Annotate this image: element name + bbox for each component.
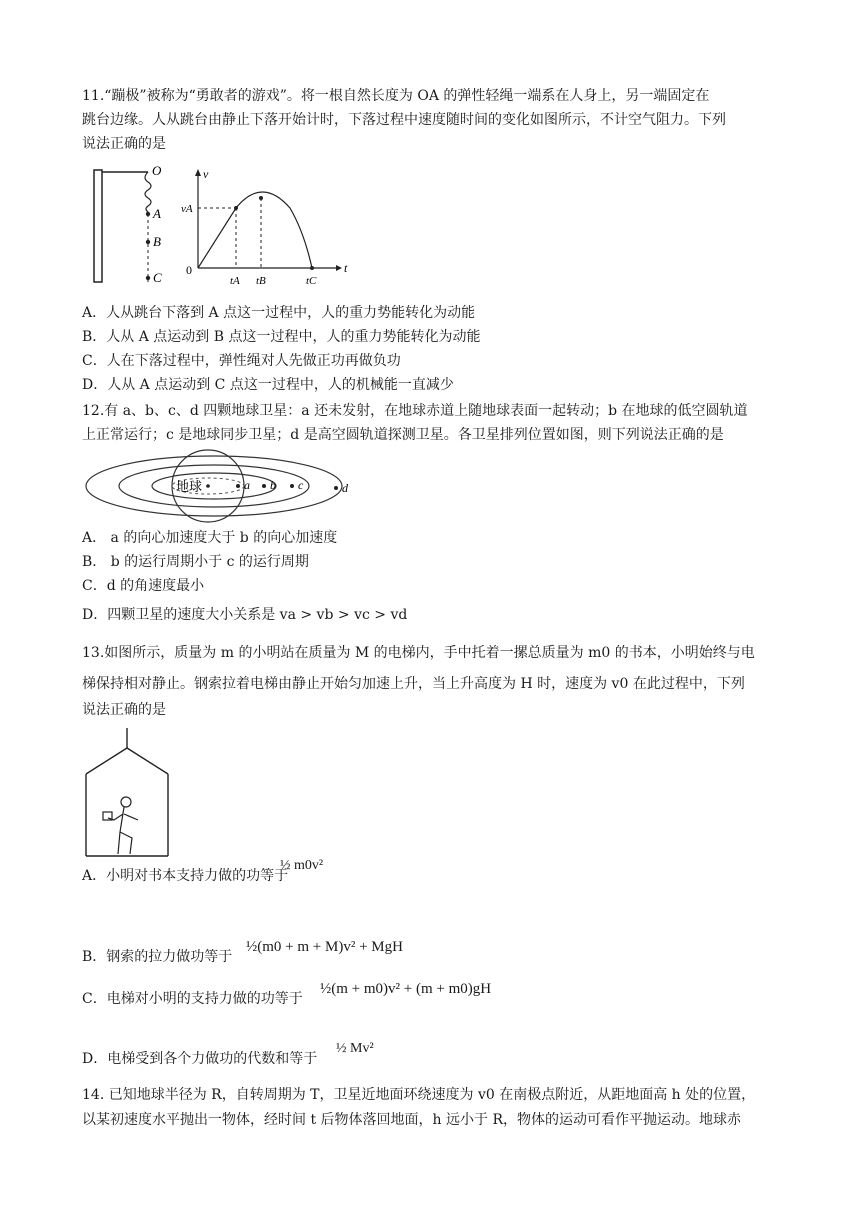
- q11-stem-line3: 说法正确的是: [82, 136, 166, 152]
- point-peak: [259, 196, 263, 200]
- q13-stem-line2: 梯保持相对静止。钢索拉着电梯由静止开始匀加速上升，当上升高度为 H 时，速度为 v0 在此过程中，下列: [82, 676, 745, 692]
- elevator-roof: [86, 748, 168, 774]
- point-vA: [234, 206, 238, 210]
- q11-option-b: B．人从 A 点运动到 B 点这一过程中，人的重力势能转化为动能: [82, 329, 481, 345]
- q11-option-c: C．人在下落过程中，弹性绳对人先做正功再做负功: [82, 353, 401, 369]
- q13-option-a-text: A．小明对书本支持力做的功等于: [82, 868, 289, 884]
- q13-stem-line1: 13.如图所示，质量为 m 的小明站在质量为 M 的电梯内，手中托着一摞总质量为 m0 的书本，小明始终与电: [82, 645, 755, 661]
- bungee-rope: [145, 172, 151, 212]
- q14-stem-line2: 以某初速度水平抛出一物体，经时间 t 后物体落回地面，h 远小于 R，物体的运动可看作平抛运动。地球赤: [82, 1112, 741, 1128]
- label-B: B: [153, 234, 161, 249]
- q12-option-d: D．四颗卫星的速度大小关系是 va > vb > vc > vd: [82, 607, 408, 623]
- platform-post: [94, 170, 102, 282]
- label-v: v: [203, 167, 209, 181]
- q13-figure: [84, 726, 174, 860]
- q11-figure: [86, 160, 356, 295]
- label-origin: 0: [186, 263, 192, 277]
- point-tC: [310, 266, 314, 270]
- q12-figure: [84, 446, 364, 526]
- satellite-d: [334, 486, 338, 490]
- person-body: [120, 807, 124, 832]
- q14-stem-line1: 14. 已知地球半径为 R，自转周期为 T，卫星近地面环绕速度为 v0 在南极点附近，从距地面高 h 处的位置，: [82, 1087, 756, 1103]
- q12-stem-line2: 上正常运行；c 是地球同步卫星；d 是高空圆轨道探测卫星。各卫星排列位置如图，则下列说法正确的是: [82, 427, 724, 443]
- q13-option-b-formula: ½(m0 + m + M)v² + MgH: [246, 939, 403, 955]
- label-b: b: [270, 478, 276, 492]
- q11-option-a: A．人从跳台下落到 A 点这一过程中，人的重力势能转化为动能: [82, 305, 476, 321]
- q13-option-b-text: B．钢索的拉力做功等于: [82, 949, 233, 965]
- label-C: C: [153, 270, 162, 285]
- label-tB: tB: [256, 275, 266, 287]
- q12-stem-line1: 12.有 a、b、c、d 四颗地球卫星：a 还未发射，在地球赤道上随地球表面一起转动；b 在地球的低空圆轨道: [82, 403, 748, 419]
- person-arm: [108, 814, 123, 820]
- orbit-c: [119, 465, 309, 507]
- label-vA: vA: [181, 203, 193, 215]
- v-curve: [236, 192, 312, 268]
- person-head: [121, 797, 131, 807]
- label-a: a: [244, 478, 250, 492]
- orbit-b: [152, 473, 276, 499]
- person-other-arm: [124, 814, 138, 820]
- label-d: d: [342, 481, 348, 495]
- q13-option-c-formula: ½(m + m0)v² + (m + m0)gH: [320, 981, 492, 997]
- q13-option-c-text: C．电梯对小明的支持力做的功等于: [82, 991, 303, 1007]
- q13-option-d-formula: ½ Mv²: [336, 1041, 374, 1056]
- q13-stem-line3: 说法正确的是: [82, 702, 166, 718]
- q12-option-a: A． a 的向心加速度大于 b 的向心加速度: [82, 530, 338, 546]
- q11-option-d: D．人从 A 点运动到 C 点这一过程中，人的机械能一直减少: [82, 377, 454, 393]
- label-A: A: [153, 206, 161, 221]
- label-earth: 地球: [176, 479, 203, 494]
- label-O: O: [152, 163, 162, 178]
- satellite-b: [262, 484, 266, 488]
- q12-option-c: C．d 的角速度最小: [82, 578, 205, 594]
- t-axis-arrow: [336, 265, 342, 271]
- person-other-leg: [118, 832, 120, 854]
- q13-option-d-text: D．电梯受到各个力做功的代数和等于: [82, 1051, 318, 1067]
- earth-center: [206, 484, 210, 488]
- point-B: [146, 240, 150, 244]
- v-line-segment: [198, 208, 236, 268]
- q11-stem-line1: 11.“蹦极”被称为“勇敢者的游戏”。将一根自然长度为 OA 的弹性轻绳一端系在人身上，另一端固定在: [82, 88, 710, 104]
- point-C: [146, 276, 150, 280]
- q12-option-b: B． b 的运行周期小于 c 的运行周期: [82, 554, 309, 570]
- v-axis-arrow: [195, 169, 201, 176]
- label-tA: tA: [230, 275, 240, 287]
- satellite-c: [290, 484, 294, 488]
- q11-stem-line2: 跳台边缘。人从跳台由静止下落开始计时，下落过程中速度随时间的变化如图所示，不计空气阻力。下列: [82, 112, 726, 128]
- person-leg: [120, 832, 132, 854]
- label-tC: tC: [306, 275, 317, 287]
- label-t: t: [344, 261, 348, 275]
- satellite-a: [236, 484, 240, 488]
- point-A: [146, 212, 150, 216]
- label-c: c: [298, 478, 304, 492]
- q13-option-a-formula: ½ m0v²: [280, 858, 324, 873]
